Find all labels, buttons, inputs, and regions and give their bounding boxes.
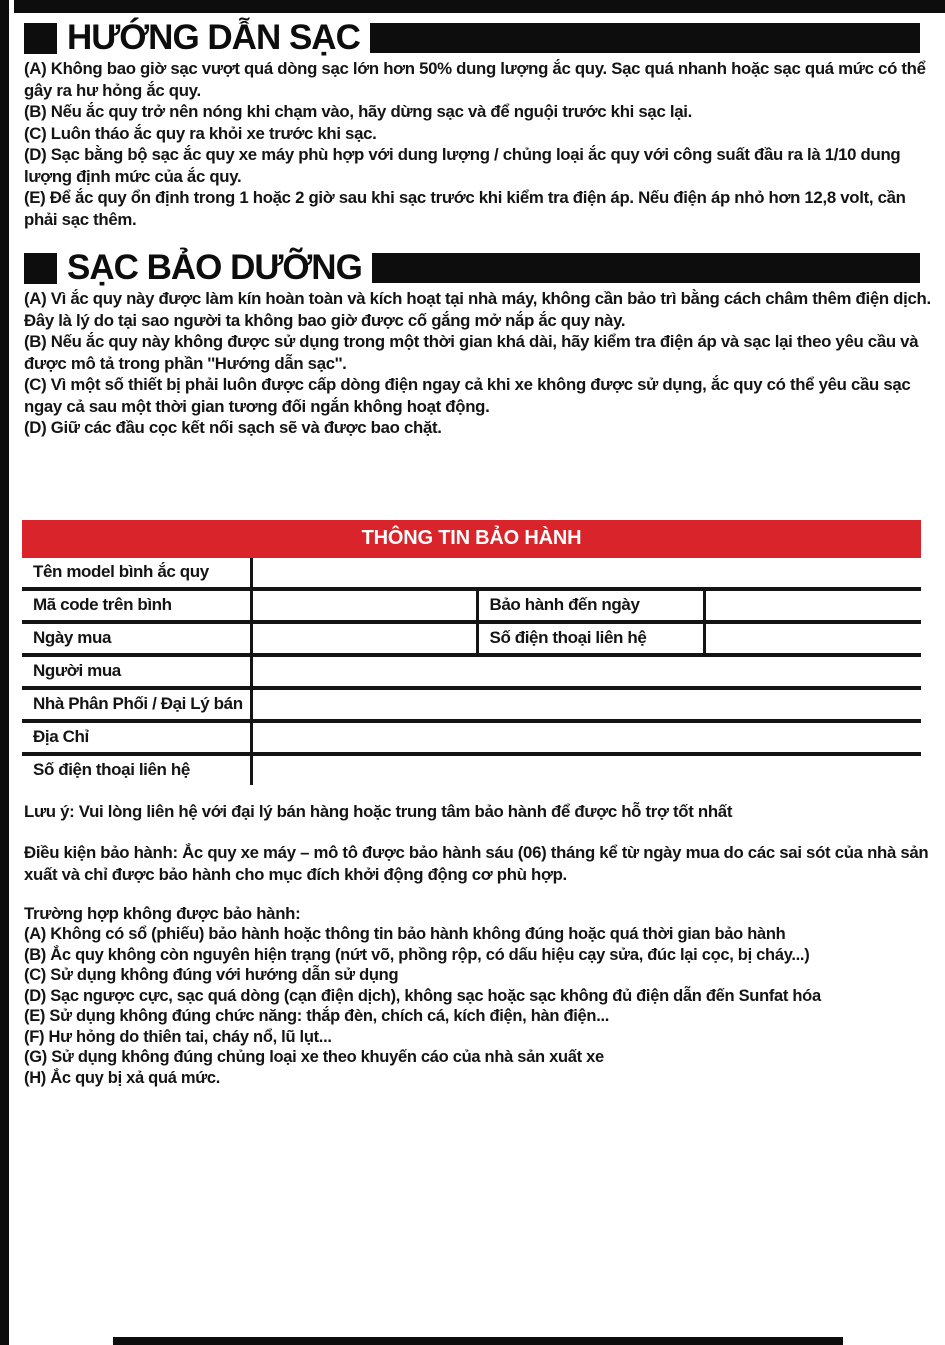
exclusions-title: Trường hợp không được bảo hành:	[24, 904, 301, 923]
table-row-address	[22, 721, 921, 754]
charging-section-header	[24, 18, 935, 57]
charging-paragraphs	[24, 58, 935, 230]
maintenance-item-d: (D) Giữ các đầu cọc kết nối sạch sẽ và được bao chặt.	[24, 418, 442, 437]
maintenance-charging-section	[24, 248, 940, 439]
warranty-fields-table	[22, 558, 921, 785]
exclusion-item-b: (B) Ắc quy không còn nguyên hiện trạng (nứt võ, phồng rộp, có dấu hiệu cạy sửa, đúc lại cọc, bị cháy...)	[24, 945, 810, 964]
field-label-address: Địa Chỉ	[22, 721, 251, 754]
field-value-code	[251, 589, 477, 622]
exclusion-item-a: (A) Không có sổ (phiếu) bảo hành hoặc thông tin bảo hành không đúng hoặc quá thời gian bảo hành	[24, 925, 786, 943]
support-note: Lưu ý: Vui lòng liên hệ với đại lý bán hàng hoặc trung tâm bảo hành để được hỗ trợ tốt nhất	[24, 801, 733, 821]
charging-instructions-section	[24, 18, 935, 230]
maintenance-item-b: (B) Nếu ắc quy này không được sử dụng trong một thời gian khá dài, hãy kiểm tra điện áp và sạc lại theo yêu cầu và được mô tả trong phần ''Hướng dẫn sạc''.	[24, 332, 923, 373]
field-label-purchase-date: Ngày mua	[22, 622, 251, 655]
maintenance-paragraphs	[24, 288, 940, 439]
maintenance-item-c: (C) Vì một số thiết bị phải luôn được cấp dòng điện ngay cả khi xe không được sử dụng, ắc quy có thể yêu cầu sạc ngay cả sau một thời gian tương đối ngắn không hoạt động.	[24, 375, 915, 416]
exclusion-item-g: (G) Sử dụng không đúng chủng loại xe theo khuyến cáo của nhà sản xuất xe	[24, 1048, 604, 1066]
field-label-warranty-until: Bảo hành đến ngày	[477, 589, 704, 622]
section-marker-square-icon	[24, 253, 57, 284]
field-label-phone: Số điện thoại liên hệ	[22, 754, 251, 785]
field-label-model: Tên model bình ắc quy	[22, 558, 251, 589]
exclusion-item-d: (D) Sạc ngược cực, sạc quá dòng (cạn điện dịch), không sạc hoặc sạc không đủ điện dẫn đến Sunfat hóa	[24, 986, 821, 1005]
bottom-edge-bar	[113, 1337, 843, 1345]
warranty-table-title: THÔNG TIN BẢO HÀNH	[361, 527, 582, 549]
table-row-distributor	[22, 688, 921, 721]
warranty-table-header	[22, 520, 921, 558]
table-row-buyer	[22, 655, 921, 688]
charging-item-b: (B) Nếu ắc quy trở nên nóng khi chạm vào, hãy dừng sạc và để nguội trước khi sạc lại.	[24, 102, 692, 121]
table-row-purchase-date-phone	[22, 622, 921, 655]
section-header-bar	[372, 253, 920, 283]
charging-section-title: HƯỚNG DẪN SẠC	[67, 18, 360, 57]
maintenance-section-title: SẠC BẢO DƯỠNG	[67, 248, 362, 287]
field-value-contact-phone	[704, 622, 921, 655]
field-label-distributor: Nhà Phân Phối / Đại Lý bán	[22, 688, 251, 721]
maintenance-section-header	[24, 248, 935, 287]
field-value-buyer	[251, 655, 921, 688]
table-row-model	[22, 558, 921, 589]
section-header-bar	[370, 23, 920, 53]
warranty-exclusions-section	[24, 903, 935, 1088]
exclusion-item-e: (E) Sử dụng không đúng chức năng: thắp đèn, chích cá, kích điện, hàn điện...	[24, 1007, 610, 1025]
charging-item-a: (A) Không bao giờ sạc vượt quá dòng sạc lớn hơn 50% dung lượng ắc quy. Sạc quá nhanh hoặc sạc quá mức có thể gây ra hư hỏng ắc quy.	[24, 59, 931, 100]
field-label-buyer: Người mua	[22, 655, 251, 688]
field-value-warranty-until	[704, 589, 921, 622]
exclusion-item-h: (H) Ắc quy bị xả quá mức.	[24, 1068, 221, 1087]
warranty-info-table	[22, 520, 921, 785]
charging-item-c: (C) Luôn tháo ắc quy ra khỏi xe trước khi sạc.	[24, 123, 377, 143]
maintenance-item-a: (A) Vì ắc quy này được làm kín hoàn toàn và kích hoạt tại nhà máy, không cần bảo trì bằng cách châm thêm điện dịch. Đây là lý do tại sao người ta không bao giờ được cố gắng mở nắp ắc quy này.	[24, 289, 940, 330]
table-row-phone	[22, 754, 921, 785]
field-label-contact-phone: Số điện thoại liên hệ	[477, 622, 704, 655]
table-row-code-warranty-date	[22, 589, 921, 622]
field-label-code: Mã code trên bình	[22, 589, 251, 622]
leaflet-content	[24, 0, 940, 1088]
field-value-phone	[251, 754, 921, 785]
charging-item-e: (E) Để ắc quy ổn định trong 1 hoặc 2 giờ sau khi sạc trước khi kiểm tra điện áp. Nếu điện áp nhỏ hơn 12,8 volt, cần phải sạc thêm.	[24, 188, 910, 229]
field-value-model	[251, 558, 921, 589]
charging-item-d: (D) Sạc bằng bộ sạc ắc quy xe máy phù hợp với dung lượng / chủng loại ắc quy với công suất đầu ra là 1/10 dung lượng định mức của ắc quy.	[24, 145, 905, 186]
warranty-conditions: Điều kiện bảo hành: Ắc quy xe máy – mô tô được bảo hành sáu (06) tháng kể từ ngày mua do các sai sót của nhà sản xuất và chỉ được bảo hành cho mục đích khởi động động cơ phù hợp.	[24, 843, 933, 884]
field-value-distributor	[251, 688, 921, 721]
field-value-purchase-date	[251, 622, 477, 655]
section-marker-square-icon	[24, 23, 57, 54]
left-edge-bar	[0, 0, 9, 1345]
exclusion-item-c: (C) Sử dụng không đúng với hướng dẫn sử dụng	[24, 966, 399, 984]
exclusion-item-f: (F) Hư hỏng do thiên tai, cháy nổ, lũ lụt...	[24, 1027, 332, 1046]
field-value-address	[251, 721, 921, 754]
